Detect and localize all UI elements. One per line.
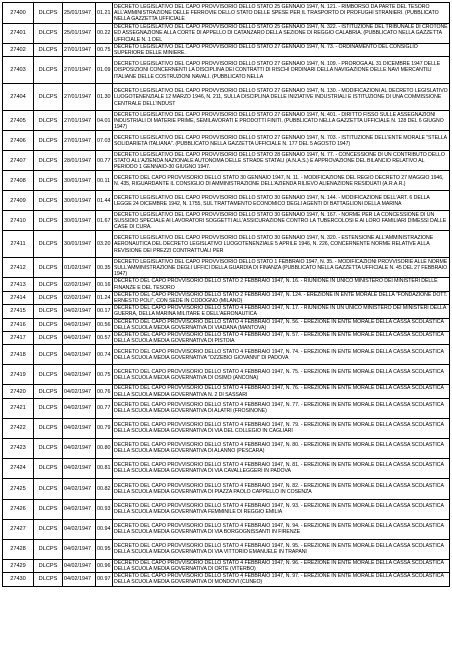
act-serial: 00.95 (96, 539, 113, 559)
act-serial: 00.56 (96, 318, 113, 331)
act-type: DLCPS (34, 151, 63, 171)
act-date: 04/02/1947 (63, 519, 96, 539)
act-type: DLCPS (34, 24, 63, 44)
act-description: DECRETO DEL CAPO PROVVISORIO DELLO STATO 4 FEBBRAIO 1947, N. 97. - EREZIONE IN ENTE MORALE DELLA CASSA SCOLASTICA DELLA SCUOLA MEDIA GOVERNATIVA DI MONDOVI (CUNEO) (113, 573, 450, 586)
table-row (3, 318, 450, 331)
record-number: 27430 (3, 573, 34, 586)
act-date: 04/02/1947 (63, 345, 96, 365)
record-number: 27421 (3, 398, 34, 418)
act-description: DECRETO DEL CAPO PROVVISORIO DELLO STATO 4 FEBBRAIO 1947, N. 17. - RIUNIONE IN UN UNICO MINISTERO DEI MINISTERI DELLA GUERRA, DELLA MARINA MILITARE E DELL'AERONAUTICA (113, 305, 450, 318)
table-row (3, 539, 450, 559)
registry-body (3, 3, 450, 587)
act-description: DECRETO DEL CAPO PROVVISORIO DELLO STATO 4 FEBBRAIO 1947, N. 95. - EREZIONE IN ENTE MORALE DELLA CASSA SCOLASTICA DELLA SCUOLA MEDIA GOVERNATIVA DI VIA VITTORIO EMANUELE IN TRAPANI (113, 539, 450, 559)
act-serial: 00.79 (96, 418, 113, 438)
act-date: 02/02/1947 (63, 291, 96, 304)
act-serial: 00.17 (96, 305, 113, 318)
record-number: 27429 (3, 559, 34, 572)
act-date: 27/01/1947 (63, 131, 96, 151)
act-type: DLCPS (34, 278, 63, 291)
record-number: 27413 (3, 278, 34, 291)
act-date: 04/02/1947 (63, 559, 96, 572)
table-row (3, 478, 450, 499)
table-row (3, 258, 450, 278)
act-description: DECRETO DEL CAPO PROVVISORIO DELLO STATO 4 FEBBRAIO 1947, N. 76. - EREZIONE IN ENTE MORALE DELLA CASSA SCOLASTICA DELLA SCUOLA MEDIA GOVERNATIVA N. 2 DI SASSARI (113, 385, 450, 398)
act-description: DECRETO LEGISLATIVO DEL CAPO PROVVISORIO DELLO STATO 30 GENNAIO 1947, N. 144. - MODIFICAZIONE DELL'ART. 6 DELLA LEGGE 24 DICEMBRE 1942, N. 1755, SUL TRATTAMENTO ECONOMICO DEGLI AGENTI DI BATTAGLIONI DELLA MARINA (113, 191, 450, 211)
act-description: DECRETO LEGISLATIVO DEL CAPO PROVVISORIO DELLO STATO 30 GENNAIO 1947, N. 167. - NORME PER LA CONCESSIONE DI UN SUSSIDIO SPECIALE AI LAVORATORI SOGGETTI ALL'ASSICURAZIONE CONTRO LA TUBERCOLOSI E AI LORO FAMILIARI DIMESSI DALLE CASE DI CURA. (113, 211, 450, 231)
table-row (3, 278, 450, 291)
act-date: 04/02/1947 (63, 318, 96, 331)
act-type: DLCPS (34, 398, 63, 418)
table-row (3, 24, 450, 44)
act-type: DLCPS (34, 191, 63, 211)
act-description: DECRETO LEGISLATIVO DEL CAPO PROVVISORIO DELLO STATO 27 GENNAIO 1947, N. 109. - PROROGA AL 31 DICEMBRE 1947 DELLE DISPOSIZIONI CONCERNENTI LA DISCIPLINA DEI CONTRATTI DI RISCHI ORDINARI DELLA NAVIGAZIONE DELLE NAVI MERCANTILI ITALIANE DELLE COSTRUZIONI NAVALI. (PUBBLICATO NELLA (113, 57, 450, 84)
record-number: 27412 (3, 258, 34, 278)
act-serial: 00.74 (96, 345, 113, 365)
act-type: DLCPS (34, 345, 63, 365)
act-serial: 00.11 (96, 171, 113, 191)
act-type: DLCPS (34, 418, 63, 438)
act-serial: 01.44 (96, 191, 113, 211)
act-type: DLCPS (34, 258, 63, 278)
act-description: DECRETO LEGISLATIVO DEL CAPO PROVVISORIO DELLO STATO 25 GENNAIO 1947, N. 121. - RIMBORSO DA PARTE DEL TESORO ALL'AMMINISTRAZIONE DELLE FERROVIE DELLO STATO DELLE SPESE PER IL TRASPORTO DI PROFUGHI STRANIERI. (PUBBLICATO NELLA GAZZETTA UFFICIALE (113, 3, 450, 24)
act-date: 04/02/1947 (63, 458, 96, 478)
record-number: 27405 (3, 111, 34, 131)
act-date: 04/02/1947 (63, 539, 96, 559)
act-serial: 01.09 (96, 57, 113, 84)
record-number: 27411 (3, 231, 34, 258)
table-row (3, 3, 450, 24)
act-serial: 00.93 (96, 499, 113, 519)
act-date: 27/01/1947 (63, 111, 96, 131)
table-row (3, 44, 450, 57)
act-description: DECRETO LEGISLATIVO DEL CAPO PROVVISORIO DELLO STATO 28 GENNAIO 1947, N. 77. - CONCESSIONE DI UN CONTRIBUTO DELLO STATO ALL'AZIENDA NAZIONALE AUTONOMA DELLE STRADE STATALI (A.N.A.S.) E APPROVAZIONE DEL BILANCIO RELATIVO AL PERIODO 1 GENNAIO-30 GIUGNO 1947. (113, 151, 450, 171)
act-serial: 00.75 (96, 365, 113, 385)
act-type: DLCPS (34, 458, 63, 478)
record-number: 27418 (3, 345, 34, 365)
act-serial: 00.16 (96, 278, 113, 291)
act-type: DLCPS (34, 573, 63, 586)
act-serial: 00.77 (96, 398, 113, 418)
act-type: DLCPS (34, 559, 63, 572)
act-description: DECRETO LEGISLATIVO DEL CAPO PROVVISORIO DELLO STATO 30 GENNAIO 1947, N. 320. - ESTENSIONE ALL'AMMINISTRAZIONE AERONAUTICA DEL DECRETO LEGISLATIVO LUOGOTENENZIALE 5 APRILE 1946, N. 226, CONCERNENTE NORME RELATIVE ALLA REVISIONE DEI PREZZI CONTRATTUALI PER (113, 231, 450, 258)
act-description: DECRETO DEL CAPO PROVVISORIO DELLO STATO 4 FEBBRAIO 1947, N. 96. - EREZIONE IN ENTE MORALE DELLA CASSA SCOLASTICA DELLA SCUOLA MEDIA GOVERNATIVA DI ORTE (VITERBO) (113, 559, 450, 572)
act-date: 04/02/1947 (63, 305, 96, 318)
act-type: DLCPS (34, 171, 63, 191)
act-type: DLCPS (34, 438, 63, 458)
table-row (3, 111, 450, 131)
record-number: 27415 (3, 305, 34, 318)
act-description: DECRETO DEL CAPO PROVVISORIO DELLO STATO 4 FEBBRAIO 1947, N. 57. - EREZIONE IN ENTE MORALE DELLA CASSA SCOLASTICA DELLA SCUOLA MEDIA GOVERNATIVA DI PISTOIA (113, 332, 450, 345)
act-date: 04/02/1947 (63, 438, 96, 458)
act-description: DECRETO LEGISLATIVO DEL CAPO PROVVISORIO DELLO STATO 25 GENNAIO 1947, N. 322. - ISTITUZIONE DEL TRIBUNALE DI CROTONE ED ASSEGNAZIONE ALLA CORTE DI APPELLO DI CATANZARO DELLA SEZIONE DI REGGIO CALABRIA. (PUBBLICATO NELLA GAZZETTA UFFICIALE N. 1 DEL (114, 24, 448, 43)
document-page (2, 2, 450, 650)
act-description: DECRETO DEL CAPO PROVVISORIO DELLO STATO 4 FEBBRAIO 1947, N. 81. - EREZIONE IN ENTE MORALE DELLA CASSA SCOLASTICA DELLA SCUOLA MEDIA GOVERNATIVA DI VIA CAVALLEGGERI IN PADOVA (113, 458, 450, 478)
act-type: DLCPS (34, 3, 63, 24)
act-description: DECRETO DEL CAPO PROVVISORIO DELLO STATO 2 FEBBRAIO 1947, N. 124. - EREZIONE IN ENTE MORALE DELLA "FONDAZIONE DOTT. ERNESTO POLI", CON SEDE IN CODOGNO (MILANO) (113, 291, 450, 304)
act-description: DECRETO DEL CAPO PROVVISORIO DELLO STATO 4 FEBBRAIO 1947, N. 74. - EREZIONE IN ENTE MORALE DELLA CASSA SCOLASTICA DELLA SCUOLA MEDIA GOVERNATIVA "OZZEBIO GIOVANNI" DI PADOVA (113, 345, 450, 365)
act-date: 04/02/1947 (63, 385, 96, 398)
act-date: 04/02/1947 (63, 418, 96, 438)
act-date: 27/01/1947 (63, 44, 96, 57)
table-row (3, 332, 450, 345)
act-description: DECRETO DEL CAPO PROVVISORIO DELLO STATO 4 FEBBRAIO 1947, N. 93. - EREZIONE IN ENTE MORALE DELLA CASSA SCOLASTICA DELLA SCUOLA MEDIA GOVERNATIVA FEMMINILE DI REGGIO EMILIA (113, 499, 450, 519)
act-description: DECRETO DEL CAPO PROVVISORIO DELLO STATO 2 FEBBRAIO 1947, N. 16. - RIUNIONE IN UNICO MINISTERO DEI MINISTERI DELLE FINANZE E DEL TESORO (113, 278, 450, 291)
act-type: DLCPS (34, 539, 63, 559)
record-number: 27401 (3, 24, 34, 44)
record-number: 27423 (3, 438, 34, 458)
act-serial: 01.30 (96, 84, 113, 111)
act-date: 04/02/1947 (63, 332, 96, 345)
record-number: 27406 (3, 131, 34, 151)
table-row (3, 231, 450, 258)
act-type: DLCPS (34, 365, 63, 385)
table-row (3, 398, 450, 418)
act-date: 01/02/1947 (63, 258, 96, 278)
act-serial: 00.97 (96, 573, 113, 586)
act-type: DLCPS (34, 111, 63, 131)
act-description: DECRETO DEL CAPO PROVVISORIO DELLO STATO 30 GENNAIO 1947, N. 11. - MODIFICAZIONE DEL REGIO DECRETO 27 MAGGIO 1946, N. 435, RIGUARDANTE IL CONSIGLIO DI AMMINISTRAZIONE DELL'AZIENDA RILIEVO ALIENAZIONE RESIDUATI (A.R.A.R.) (113, 171, 450, 191)
record-number: 27422 (3, 418, 34, 438)
act-date: 30/01/1947 (63, 211, 96, 231)
act-description: DECRETO DEL CAPO PROVVISORIO DELLO STATO 4 FEBBRAIO 1947, N. 77. - EREZIONE IN ENTE MORALE DELLA CASSA SCOLASTICA DELLA SCUOLA MEDIA GOVERNATIVA DI ALATRI (FROSINONE) (113, 398, 450, 418)
record-number: 27410 (3, 211, 34, 231)
act-description: DECRETO DEL CAPO PROVVISORIO DELLO STATO 4 FEBBRAIO 1947, N. 80. - EREZIONE IN ENTE MORALE DELLA CASSA SCOLASTICA DELLA SCUOLA MEDIA GOVERNATIVA DI ALANNO (PESCARA) (113, 438, 450, 458)
act-serial: 04.01 (96, 111, 113, 131)
act-type: DLCPS (34, 57, 63, 84)
act-serial: 01.21 (96, 3, 113, 24)
act-serial: 00.35 (96, 258, 113, 278)
record-number: 27427 (3, 519, 34, 539)
act-date: 04/02/1947 (63, 499, 96, 519)
act-serial: 07.03 (96, 131, 113, 151)
act-type: DLCPS (34, 499, 63, 519)
record-number: 27417 (3, 332, 34, 345)
act-description: DECRETO LEGISLATIVO DEL CAPO PROVVISORIO DELLO STATO 1 FEBBRAIO 1947, N. 35. - MODIFICAZIONI PROVVISORIE ALLE NORME SULL'AMMINISTRAZIONE DEGLI UFFICI DELLA GUARDIA DI FINANZA (PUBBLICATO NELLA GAZZETTA UFFICIALE N. 45 DEL 27 FEBBRAIO 1947) (113, 258, 450, 278)
record-number: 27408 (3, 171, 34, 191)
act-serial: 01.67 (96, 211, 113, 231)
act-description: DECRETO DEL CAPO PROVVISORIO DELLO STATO 4 FEBBRAIO 1947, N. 79. - EREZIONE IN ENTE MORALE DELLA CASSA SCOLASTICA DELLA SCUOLA MEDIA GOVERNATIVA DI VIA DEL COLLEGIO IN CAGLIARI (113, 418, 450, 438)
table-row (3, 573, 450, 586)
act-serial: 00.81 (96, 458, 113, 478)
record-number: 27407 (3, 151, 34, 171)
record-number: 27414 (3, 291, 34, 304)
act-description: DECRETO LEGISLATIVO DEL CAPO PROVVISORIO DELLO STATO 27 GENNAIO 1947, N. 130. - MODIFICAZIONI AL DECRETO LEGISLATIVO LUOGOTENENZIALE 12 MARZO 1946, N. 211, SULLA DISCIPLINA DELLE INIZIATIVE INDUSTRIALI E ISTITUZIONE DI UNA COMMISSIONE CENTRALE DELL'INDUST (113, 84, 450, 111)
table-row (3, 559, 450, 572)
act-date: 27/01/1947 (63, 84, 96, 111)
act-date: 30/01/1947 (63, 171, 96, 191)
record-number: 27404 (3, 84, 34, 111)
act-serial: 03.20 (96, 231, 113, 258)
act-type: DLCPS (34, 519, 63, 539)
record-number: 27402 (3, 44, 34, 57)
act-type: DLCPS (34, 44, 63, 57)
table-row (3, 365, 450, 385)
record-number: 27416 (3, 318, 34, 331)
act-type: DLCPS (34, 291, 63, 304)
act-date: 25/01/1947 (63, 3, 96, 24)
act-serial: 00.94 (96, 519, 113, 539)
act-type: DLCPS (34, 318, 63, 331)
act-type: DLCPS (34, 385, 63, 398)
record-number: 27424 (3, 458, 34, 478)
table-row (3, 499, 450, 519)
table-row (3, 385, 450, 398)
record-number: 27403 (3, 57, 34, 84)
act-type: DLCPS (34, 305, 63, 318)
table-row (3, 131, 450, 151)
table-row (3, 84, 450, 111)
act-description: DECRETO DEL CAPO PROVVISORIO DELLO STATO 4 FEBBRAIO 1947, N. 94. - EREZIONE IN ENTE MORALE DELLA CASSA SCOLASTICA DELLA SCUOLA MEDIA GOVERNATIVA DI VIA BORGOGNISSANTI IN FIRENZE (113, 519, 450, 539)
act-type: DLCPS (34, 478, 63, 499)
record-number: 27400 (3, 3, 34, 24)
act-date: 28/01/1947 (63, 151, 96, 171)
act-serial: 01.24 (96, 291, 113, 304)
act-serial: 00.22 (96, 24, 113, 44)
act-date: 25/01/1947 (63, 24, 96, 44)
act-description: DECRETO DEL CAPO PROVVISORIO DELLO STATO 4 FEBBRAIO 1947, N. 82. - EREZIONE IN ENTE MORALE DELLA CASSA SCOLASTICA DELLA SCUOLA MEDIA GOVERNATIVA DI PIAZZA PAOLO CAPPELLO IN COSENZA (113, 478, 450, 499)
record-number: 27425 (3, 478, 34, 499)
record-number: 27420 (3, 385, 34, 398)
table-row (3, 345, 450, 365)
act-description: DECRETO DEL CAPO PROVVISORIO DELLO STATO 4 FEBBRAIO 1947, N. 56. - EREZIONE IN ENTE MORALE DELLA CASSA SCOLASTICA DELLA SCUOLA MEDIA GOVERNATIVA DI VIADANA (MANTOVA) (113, 318, 450, 331)
act-date: 27/01/1947 (63, 57, 96, 84)
record-number: 27409 (3, 191, 34, 211)
table-row (3, 519, 450, 539)
act-date: 04/02/1947 (63, 398, 96, 418)
act-type: DLCPS (34, 332, 63, 345)
act-description: DECRETO LEGISLATIVO DEL CAPO PROVVISORIO DELLO STATO 27 GENNAIO 1947, N. 73. - ORDINAMENTO DEL CONSIGLIO SUPERIORE DELLE MINIERE. (113, 44, 450, 57)
record-number: 27426 (3, 499, 34, 519)
table-row (3, 191, 450, 211)
act-date: 30/01/1947 (63, 231, 96, 258)
act-type: DLCPS (34, 84, 63, 111)
table-row (3, 151, 450, 171)
act-date: 02/02/1947 (63, 278, 96, 291)
record-number: 27428 (3, 539, 34, 559)
record-number: 27419 (3, 365, 34, 385)
act-description: DECRETO LEGISLATIVO DEL CAPO PROVVISORIO DELLO STATO 27 GENNAIO 1947, N. 401. - DIRITTO FISSO SULLE ASSEGNAZIONI INDUSTRIALI DI MATERIE PRIME, SEMILAVORATI E PRODOTTI FINITI. (PUBBLICATO NELLA GAZZETTA UFFICIALE N. 128 DEL 6 GIUGNO 1947) (113, 111, 450, 131)
act-serial: 00.75 (96, 44, 113, 57)
act-date: 04/02/1947 (63, 478, 96, 499)
table-row (3, 171, 450, 191)
table-row (3, 57, 450, 84)
act-description: DECRETO LEGISLATIVO DEL CAPO PROVVISORIO DELLO STATO 27 GENNAIO 1947, N. 703. - ISTITUZIONE DELL'ENTE MORALE "STELLA SOLIDARIETA ITALIANA". (PUBBLICATO NELLA GAZZETTA UFFICIALE N. 177 DEL 5 AGOSTO 1947) (113, 131, 450, 151)
act-description: DECRETO DEL CAPO PROVVISORIO DELLO STATO 4 FEBBRAIO 1947, N. 75. - EREZIONE IN ENTE MORALE DELLA CASSA SCOLASTICA DELLA SCUOLA MEDIA GOVERNATIVA DI OSIMO (ANCONA) (113, 365, 450, 385)
act-date: 30/01/1947 (63, 191, 96, 211)
act-type: DLCPS (34, 131, 63, 151)
table-row (3, 305, 450, 318)
table-row (3, 211, 450, 231)
table-row (3, 438, 450, 458)
table-row (3, 291, 450, 304)
decree-registry-table (2, 2, 450, 587)
table-row (3, 418, 450, 438)
act-serial: 00.80 (96, 438, 113, 458)
act-serial: 00.96 (96, 559, 113, 572)
act-date: 04/02/1947 (63, 573, 96, 586)
act-date: 04/02/1947 (63, 365, 96, 385)
act-type: DLCPS (34, 211, 63, 231)
act-serial: 00.76 (96, 385, 113, 398)
act-serial: 00.77 (96, 151, 113, 171)
act-serial: 00.57 (96, 332, 113, 345)
act-type: DLCPS (34, 231, 63, 258)
act-serial: 00.82 (96, 478, 113, 499)
table-row (3, 458, 450, 478)
